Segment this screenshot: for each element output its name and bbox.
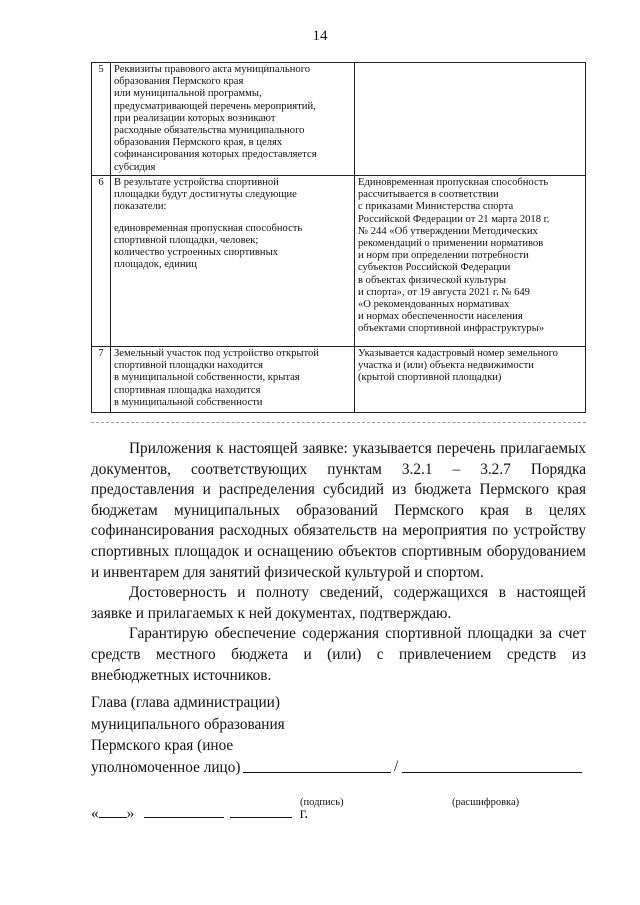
attachments-paragraph: Приложения к настоящей заявке: указывается перечень прилагаемых документов, соответствующих пунктам 3.2.1 – 3.2.7 Порядка предоставления и распределения субсидий из бюджета Пермского края бюджетам муниципальных образований Пермского края в целях софинансирования расходных обязательств на мероприятия по устройству спортивных площадок и оснащению объектов спортивным оборудованием и инвентарем для занятий физической культурой и спортом. (91, 440, 586, 581)
row-number: 5 (92, 63, 111, 176)
decoding-field[interactable] (402, 758, 582, 773)
signature-caption: (подпись) (300, 797, 344, 808)
decoding-caption: (расшифровка) (452, 797, 520, 808)
table-row (92, 63, 586, 176)
table-continuation-line (91, 422, 586, 423)
year-field[interactable] (230, 803, 292, 818)
table-row (92, 347, 586, 413)
body-text (91, 439, 586, 686)
day-field[interactable] (99, 803, 127, 818)
confirmation-paragraph: Достоверность и полноту сведений, содержащихся в настоящей заявке и прилагаемых к ней документах, подтверждаю. (91, 584, 586, 622)
signatory-line: Глава (глава администрации) (91, 694, 280, 711)
date-close-quote: » (126, 805, 135, 822)
guarantee-paragraph: Гарантирую обеспечение содержания спортивной площадки за счет средств местного бюджета и (или) с привлечением средств из внебюджетных источников. (91, 625, 586, 684)
signatory-line: уполномоченное лицо) (91, 758, 241, 776)
page-number: 14 (312, 28, 328, 44)
signatory-line: муниципального образования (91, 715, 285, 733)
row-label: В результате устройства спортивной площадки будут достигнуты следующие показатели: единовременная пропускная способность спортивной площадки, человек; количество устроенных спортивных площадок, единиц (111, 176, 355, 347)
year-suffix: г. (299, 805, 309, 822)
month-field[interactable] (144, 803, 224, 818)
row-label: Земельный участок под устройство открытой спортивной площадки находится в муниципальной собственности, крытая спортивная площадка находится в муниципальной собственности (111, 347, 355, 413)
signature-block (91, 692, 399, 778)
signature-field[interactable] (243, 758, 391, 773)
row-number: 6 (92, 176, 111, 347)
date-open-quote: « (91, 805, 99, 822)
requisites-table (91, 62, 586, 413)
signatory-line: Пермского края (иное (91, 737, 234, 754)
signature-separator: / (394, 758, 399, 775)
row-description: Указывается кадастровый номер земельного участка и (или) объекта недвижимости (крытой спортивной площадки) (355, 347, 586, 413)
row-description: Единовременная пропускная способность рассчитывается в соответствии с приказами Министерства спорта Российской Федерации от 21 марта 2018 г. № 244 «Об утверждении Методических рекомендаций о применении нормативов и норм при определении потребности субъектов Российской Федерации в объектах физической культуры и спорта», от 19 августа 2021 г. № 649 «О рекомендованных нормативах и нормах обеспеченности населения объектами спортивной инфраструктуры» (355, 176, 586, 347)
row-description (355, 63, 586, 176)
date-line (91, 803, 308, 823)
row-label: Реквизиты правового акта муниципального образования Пермского края или муниципальной программы, предусматривающей перечень мероприятий, при реализации которых возникают расходные обязательства муниципального образования Пермского края, в целях софинансирования которых предоставляется субсидия (111, 63, 355, 176)
table-row (92, 176, 586, 347)
row-number: 7 (92, 347, 111, 413)
